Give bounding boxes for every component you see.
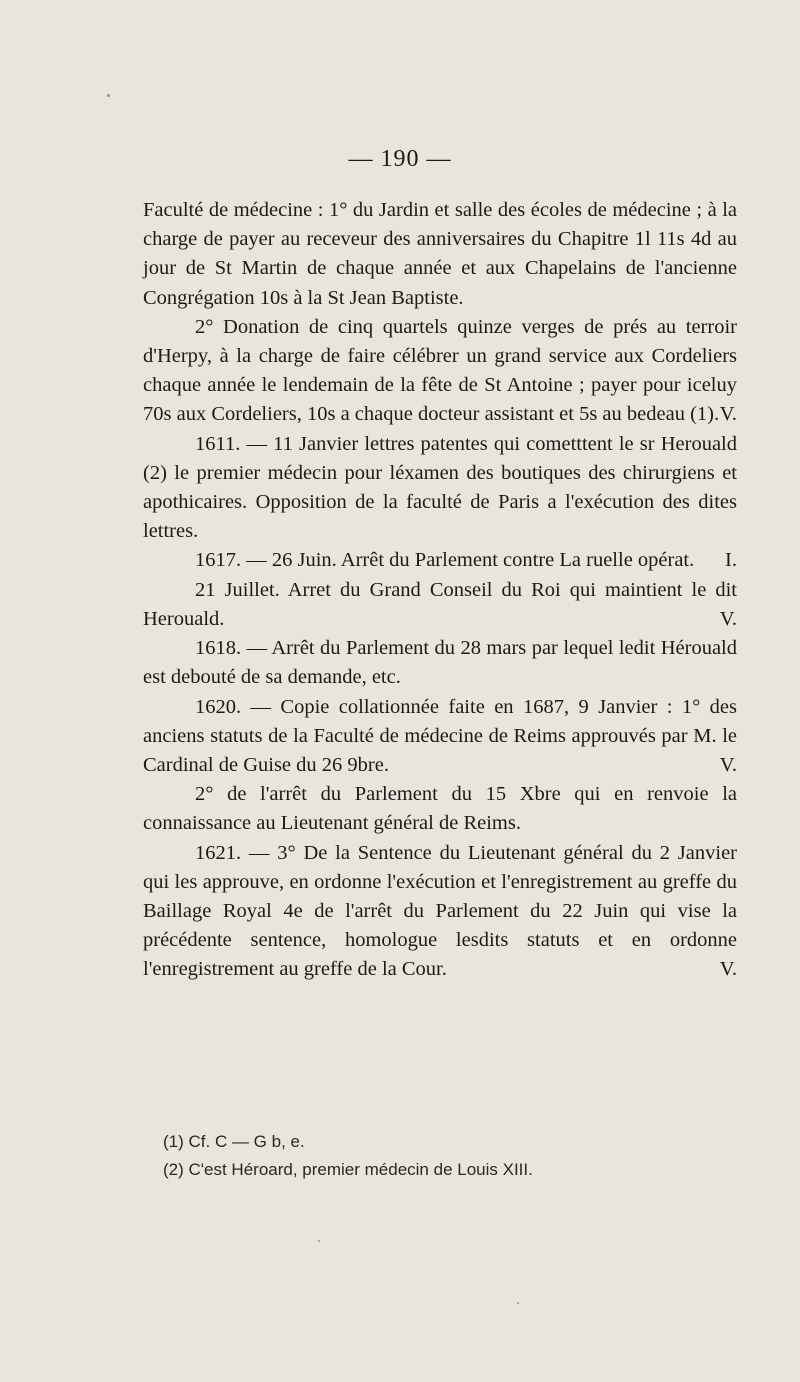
footnotes bbox=[163, 1128, 723, 1184]
paragraph-arret-parlement: 2° de l'arrêt du Parlement du 15 Xbre qui en renvoie la connaissance au Lieutenant général de Reims. bbox=[143, 783, 737, 835]
paragraph-juillet: 21 Juillet. Arret du Grand Conseil du Roi qui maintient le dit Herouald. bbox=[143, 578, 737, 630]
paragraph-text: 2° Donation de cinq quartels quinze verges de prés au terroir d'Herpy, à la charge de faire célébrer un grand service aux Cordeliers chaque année le lendemain de la fête de St Antoine ; payer pour iceluy 70s aux Cordeliers, 10s a chaque docteur assistant et 5s au bedeau (1). bbox=[143, 315, 737, 426]
footnote-2: (2) C'est Héroard, premier médecin de Louis XIII. bbox=[163, 1160, 533, 1179]
paper-speck bbox=[517, 1302, 519, 1304]
paragraph-1620: 1620. — Copie collationnée faite en 1687, 9 Janvier : 1° des anciens statuts de la Faculté de médecine de Reims approuvés par M. le Cardinal de Guise du 26 9bre. bbox=[143, 695, 737, 776]
paragraph-1611: 1611. — 11 Janvier lettres patentes qui cometttent le sr Herouald (2) le premier médecin pour léxamen des boutiques des chirurgiens et apothicaires. Opposition de la faculté de Paris a l'exécution des dites lettres. bbox=[143, 432, 737, 543]
paper-speck bbox=[107, 94, 110, 97]
paragraph-1621: 1621. — 3° De la Sentence du Lieutenant général du 2 Janvier qui les approuve, en ordonne l'exécution et l'enregistrement au greffe du Baillage Royal 4e de l'arrêt du Parlement du 22 Juin qui vise la précédente sentence, homologue lesdits statuts et en ordonne l'enregistrement au greffe de la Cour. bbox=[143, 841, 737, 981]
paragraph-1618: 1618. — Arrêt du Parlement du 28 mars par lequel ledit Hérouald est debouté de sa demande, etc. bbox=[143, 637, 737, 689]
paragraph-donation bbox=[143, 313, 737, 430]
paragraph-mark: I. bbox=[725, 549, 737, 572]
paper-speck bbox=[318, 1240, 320, 1242]
paragraph-mark: V. bbox=[719, 753, 737, 776]
paragraph-faculte: Faculté de médecine : 1° du Jardin et salle des écoles de médecine ; à la charge de payer au receveur des anniversaires du Chapitre 1l 11s 4d au jour de St Martin de chaque année et aux Chapelains de l'ancienne Congrégation 10s à la St Jean Baptiste. bbox=[143, 199, 737, 309]
footnote-1: (1) Cf. C — G b, e. bbox=[163, 1132, 305, 1151]
page-number: — 190 — bbox=[348, 146, 452, 172]
paragraph-mark: V. bbox=[719, 403, 737, 426]
paragraph-mark: V. bbox=[719, 958, 737, 981]
paragraph-1617: 1617. — 26 Juin. Arrêt du Parlement contre La ruelle opérat. bbox=[195, 549, 695, 572]
paragraph-mark: V. bbox=[719, 607, 737, 630]
body-text bbox=[143, 196, 737, 985]
